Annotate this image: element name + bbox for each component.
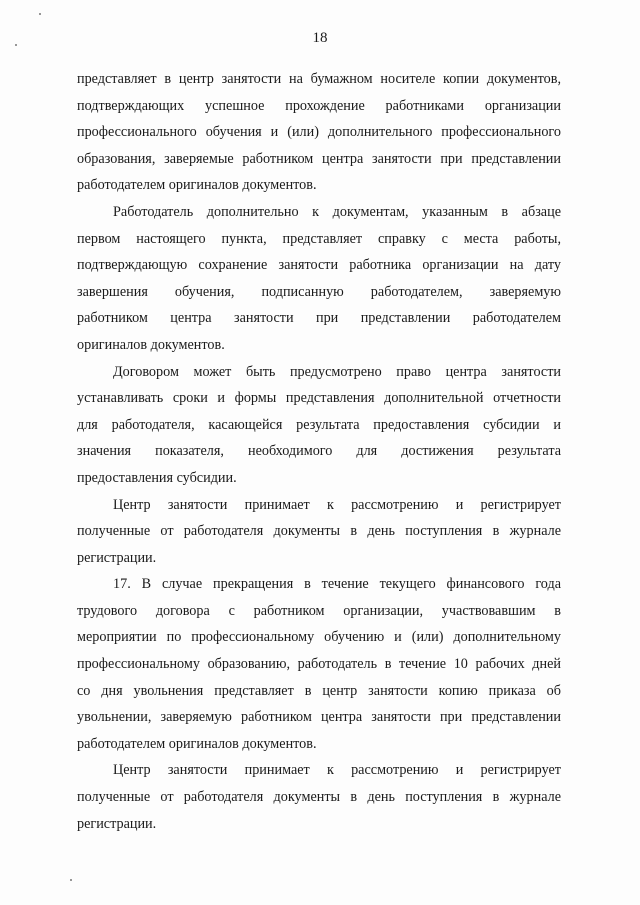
text-line: работодателем оригиналов документов.	[77, 735, 317, 752]
text-line: подтверждающих успешное прохождение работниками организации	[77, 97, 561, 114]
text-line: Центр занятости принимает к рассмотрению и регистрирует	[113, 496, 561, 513]
text-line: увольнении, заверяемую работником центра занятости при представлении	[77, 709, 561, 726]
text-line: предоставления субсидии.	[77, 469, 237, 486]
text-line: профессионального обучения и (или) дополнительного профессионального	[77, 124, 561, 141]
text-line: представляет в центр занятости на бумажном носителе копии документов,	[77, 71, 561, 87]
text-line: подтверждающую сохранение занятости работника организации на дату	[77, 257, 561, 274]
body-text	[77, 66, 561, 837]
text-line: регистрации.	[77, 815, 157, 832]
text-line: для работодателя, касающейся результата предоставления субсидии и	[77, 416, 561, 433]
text-line: трудового договора с работником организации, участвовавшим в	[77, 602, 561, 619]
text-line: Центр занятости принимает к рассмотрению и регистрирует	[113, 762, 561, 779]
text-line: полученные от работодателя документы в день поступления в журнале	[77, 523, 561, 540]
paragraph	[77, 359, 561, 492]
paragraph	[77, 757, 561, 837]
text-line: регистрации.	[77, 549, 157, 566]
page-number: 18	[312, 30, 328, 46]
text-line: 17. В случае прекращения в течение текущего финансового года	[113, 576, 561, 593]
text-line: полученные от работодателя документы в день поступления в журнале	[77, 789, 561, 806]
text-line: устанавливать сроки и формы представления дополнительной отчетности	[77, 390, 561, 407]
scan-speck	[39, 13, 41, 15]
text-line: образования, заверяемые работником центра занятости при представлении	[77, 150, 561, 167]
paragraph	[77, 492, 561, 572]
text-line: оригиналов документов.	[77, 336, 225, 353]
text-line: мероприятии по профессиональному обучению и (или) дополнительному	[77, 629, 561, 646]
text-line: завершения обучения, подписанную работодателем, заверяемую	[77, 283, 561, 300]
paragraph	[77, 571, 561, 757]
text-line: работником центра занятости при представлении работодателем	[77, 310, 561, 327]
text-line: работодателем оригиналов документов.	[77, 177, 317, 194]
paragraph	[77, 199, 561, 359]
text-line: со дня увольнения представляет в центр занятости копию приказа об	[77, 682, 561, 699]
scan-speck	[15, 44, 17, 46]
text-line: первом настоящего пункта, представляет справку с места работы,	[77, 230, 561, 247]
text-line: значения показателя, необходимого для достижения результата	[77, 443, 561, 460]
text-line: профессиональному образованию, работодатель в течение 10 рабочих дней	[77, 656, 561, 673]
text-line: Работодатель дополнительно к документам, указанным в абзаце	[113, 203, 561, 220]
paragraph	[77, 66, 561, 199]
scan-speck	[70, 879, 72, 881]
text-line: Договором может быть предусмотрено право центра занятости	[113, 363, 561, 380]
